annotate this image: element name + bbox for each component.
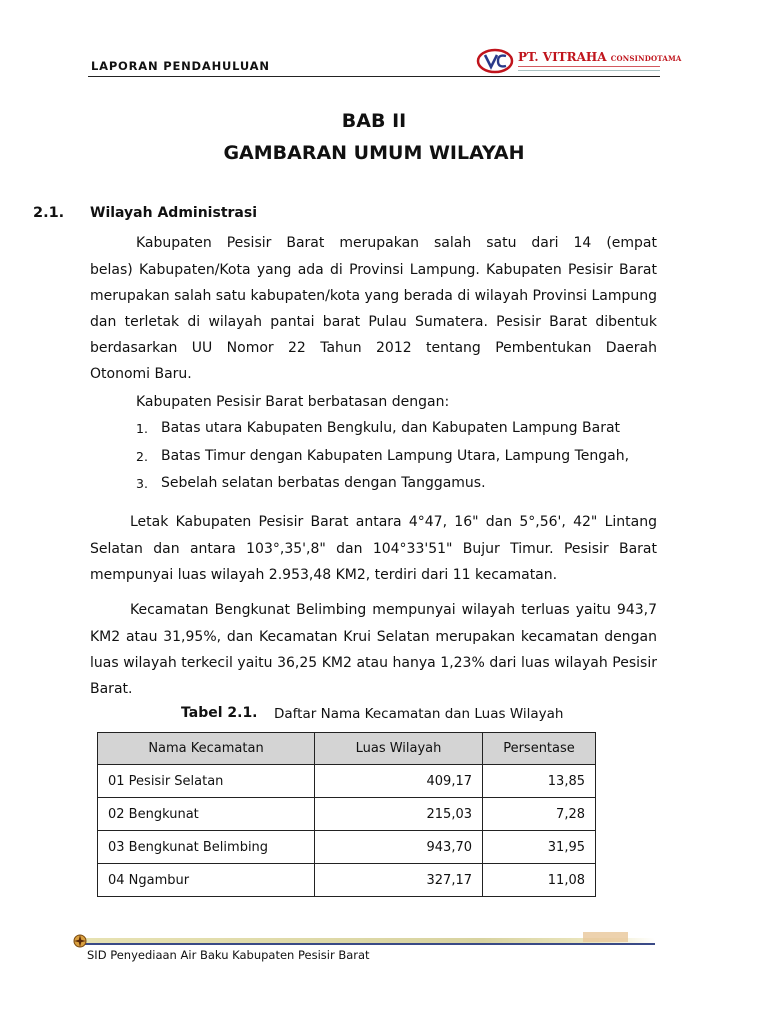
cell-district: 02 Bengkunat <box>98 798 315 831</box>
section-number: 2.1. <box>33 205 65 221</box>
compass-rose-icon <box>72 933 88 949</box>
column-header-percentage: Persentase <box>483 733 596 765</box>
list-item: Batas Timur dengan Kabupaten Lampung Utara, Lampung Tengah, <box>161 448 630 464</box>
cell-percentage: 7,28 <box>483 798 596 831</box>
vc-logo-icon <box>476 48 514 74</box>
paragraph-line: merupakan salah satu kabupaten/kota yang berada di wilayah Provinsi Lampung <box>90 288 657 304</box>
cell-district: 03 Bengkunat Belimbing <box>98 831 315 864</box>
cell-area: 943,70 <box>315 831 483 864</box>
footer-page-marker <box>583 932 628 942</box>
column-header-area: Luas Wilayah <box>315 733 483 765</box>
cell-percentage: 11,08 <box>483 864 596 897</box>
list-number: 2. <box>136 449 148 464</box>
table-row <box>98 864 596 897</box>
list-item: Batas utara Kabupaten Bengkulu, dan Kabupaten Lampung Barat <box>161 420 621 436</box>
paragraph-line: berdasarkan UU Nomor 22 Tahun 2012 tentang Pembentukan Daerah <box>90 340 657 356</box>
cell-district: 04 Ngambur <box>98 864 315 897</box>
paragraph-line: Otonomi Baru. <box>90 366 192 382</box>
paragraph-line: Kecamatan Bengkunat Belimbing mempunyai wilayah terluas yaitu 943,7 <box>130 602 657 618</box>
table-row <box>98 798 596 831</box>
table-header-row <box>98 733 596 765</box>
column-header-district: Nama Kecamatan <box>98 733 315 765</box>
paragraph-line: mempunyai luas wilayah 2.953,48 KM2, terdiri dari 11 kecamatan. <box>90 567 558 583</box>
section-title: Wilayah Administrasi <box>90 205 257 221</box>
logo-underline <box>518 66 660 71</box>
footer-project-title: SID Penyediaan Air Baku Kabupaten Pesisir Barat <box>87 948 370 962</box>
header-divider <box>88 76 660 77</box>
paragraph-line: Kabupaten Pesisir Barat merupakan salah satu dari 14 (empat <box>136 235 657 251</box>
company-name: PT. VITRAHA CONSINDOTAMA <box>518 50 682 64</box>
paragraph-line: Selatan dan antara 103°,35',8" dan 104°33'51" Bujur Timur. Pesisir Barat <box>90 541 657 557</box>
report-title: LAPORAN PENDAHULUAN <box>91 59 270 73</box>
paragraph-line: belas) Kabupaten/Kota yang ada di Provinsi Lampung. Kabupaten Pesisir Barat <box>90 262 657 278</box>
table-row <box>98 765 596 798</box>
list-number: 1. <box>136 421 148 436</box>
list-item: Sebelah selatan berbatas dengan Tanggamus. <box>161 475 486 491</box>
cell-area: 327,17 <box>315 864 483 897</box>
cell-area: 215,03 <box>315 798 483 831</box>
chapter-number: BAB II <box>341 110 407 132</box>
paragraph-line: Barat. <box>90 681 133 697</box>
cell-area: 409,17 <box>315 765 483 798</box>
district-area-table <box>97 732 596 897</box>
footer-divider <box>80 943 655 945</box>
company-logo <box>476 48 682 76</box>
borders-intro: Kabupaten Pesisir Barat berbatasan dengan: <box>136 394 450 410</box>
paragraph-line: luas wilayah terkecil yaitu 36,25 KM2 atau hanya 1,23% dari luas wilayah Pesisir <box>90 655 657 671</box>
paragraph-line: dan terletak di wilayah pantai barat Pulau Sumatera. Pesisir Barat dibentuk <box>90 314 657 330</box>
chapter-title: GAMBARAN UMUM WILAYAH <box>223 142 525 164</box>
paragraph-line: Letak Kabupaten Pesisir Barat antara 4°47, 16" dan 5°,56', 42" Lintang <box>130 514 657 530</box>
paragraph-line: KM2 atau 31,95%, dan Kecamatan Krui Selatan merupakan kecamatan dengan <box>90 629 657 645</box>
cell-percentage: 31,95 <box>483 831 596 864</box>
cell-percentage: 13,85 <box>483 765 596 798</box>
cell-district: 01 Pesisir Selatan <box>98 765 315 798</box>
list-number: 3. <box>136 476 148 491</box>
table-row <box>98 831 596 864</box>
table-caption-label: Tabel 2.1. <box>181 705 258 721</box>
table-caption-text: Daftar Nama Kecamatan dan Luas Wilayah <box>274 706 564 722</box>
